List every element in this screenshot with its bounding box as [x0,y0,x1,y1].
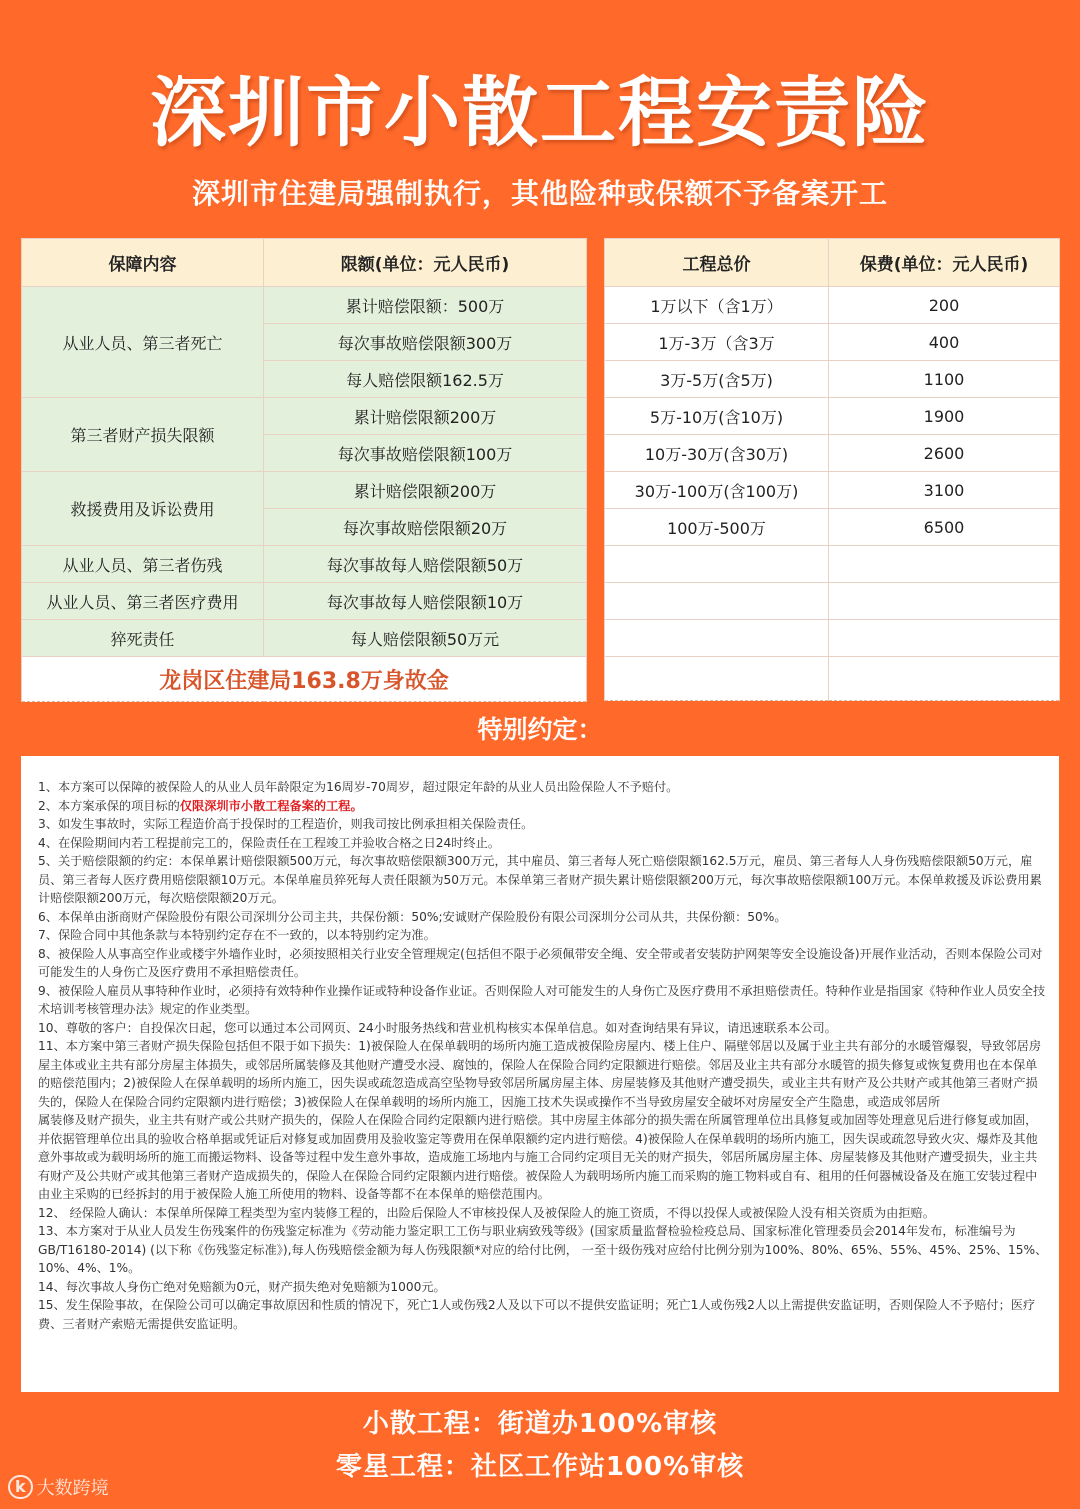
special-terms-box [21,756,1059,1392]
table-row [605,361,1060,398]
project-price-range: 30万-100万(含100万) [605,472,829,509]
term-text: 2、本方案承保的项目标的 [38,798,180,813]
coverage-label: 猝死责任 [22,620,264,657]
coverage-limit: 累计赔偿限额200万 [264,472,587,509]
term-item: 属装修及财产损失，业主共有财产或公共财产损失的，保险人在保险合同约定限额内进行赔偿。其中房屋主体部分的损失需在所属管理单位出具修复或加固等处理意见后进行修复或加固，并依据管理单位出具的验收合格单据或凭证后对修复或加固费用及验收鉴定等费用在保单限额约定内进行赔偿。4)被保险人在保单载明的场所内施工，因失误或疏忽导致火灾、爆炸及其他意外事故或为载明场所的施工而搬运物料、设备等过程中发生意外事故，造成施工场地内与施工合同约定项目无关的财产损失，邻居所属房屋主体、房屋装修及其他财产遭受损失，业主共有财产及公共财产或其他第三者财产造成损失的，保险人在保险合同约定限额内进行赔偿。被保险人为载明场所内施工而采购的施工物料或自有、租用的任何器械设备及在施工安装过程中由业主采购的已经拆封的用于被保险人施工所使用的物料、设备等都不在本保单的赔偿范围内。 [38,1113,1038,1201]
coverage-limit: 每次事故赔偿限额100万 [264,435,587,472]
term-highlight: 仅限深圳市小散工程备案的工程。 [179,798,363,813]
project-price-range: 3万-5万(含5万) [605,361,829,398]
table-header-row [22,239,587,287]
coverage-label: 从业人员、第三者伤残 [22,546,264,583]
table-row [22,620,587,657]
premium-fee: 1100 [829,361,1060,398]
empty-row [605,583,1060,620]
watermark-text: 大数跨境 [36,1478,109,1499]
term-item: 8、被保险人从事高空作业或楼宇外墙作业时，必须按照相关行业安全管理规定(包括但不限于必须佩带安全绳、安全带或者安装防护网架等安全设施设备)开展作业活动，否则本保险公司对可能发生的人身伤亡及医疗费用不承担赔偿责任。 [38,946,1043,979]
column-header: 保费(单位：元人民币) [829,239,1060,287]
project-price-range: 1万-3万（含3万 [605,324,829,361]
term-item: 12、 经保险人确认：本保单所保障工程类型为室内装修工程的，出险后保险人不审核投保人及被保险人的施工资质，不得以投保人或被保险人没有相关资质为由拒赔。 [38,1205,935,1220]
watermark-logo [8,1474,109,1500]
project-price-range: 1万以下（含1万） [605,287,829,324]
coverage-label: 第三者财产损失限额 [22,398,264,472]
coverage-limit: 每次事故赔偿限额20万 [264,509,587,546]
table-row [22,546,587,583]
premium-fee: 200 [829,287,1060,324]
empty-row [605,620,1060,657]
coverage-limit: 累计赔偿限额：500万 [264,287,587,324]
page-title: 深圳市小散工程安责险 [150,68,930,157]
table-row [605,398,1060,435]
column-header: 限额(单位：元人民币) [264,239,587,287]
premium-fee: 1900 [829,398,1060,435]
premium-fee: 400 [829,324,1060,361]
term-item: 计赔偿限额200万元，每次赔偿限额20万元。 [38,891,284,905]
term-item: 9、被保险人雇员从事特种作业时，必须持有效特种作业操作证或特种设备作业证。否则保险人对可能发生的人身伤亡及医疗费用不承担赔偿责任。特种作业是指国家《特种作业人员安全技术培训考核管理办法》规定的作业类型。 [38,983,1046,1016]
premium-fee: 6500 [829,509,1060,546]
term-item: 13、本方案对于从业人员发生伤残案件的伤残鉴定标准为《劳动能力鉴定职工工伤与职业病致残等级》(国家质量监督检验检疫总局、国家标准化管理委员会2014年发布，标准编号为GB/T16180-2014) (以下称《伤残鉴定标准》),每人伤残赔偿金额为每人伤残限额*对应的给付比例， 一至十级伤残对应给付比例分别为100%、80%、65%、55%、45%、25%、15%、10%、4%、1%。 [38,1224,1048,1275]
table-row [22,287,587,324]
table-row [22,398,587,435]
coverage-limit: 每人赔偿限额162.5万 [264,361,587,398]
term-item [38,797,1049,816]
empty-row [605,657,1060,701]
term-item: 5、关于赔偿限额的约定：本保单累计赔偿限额500万元，每次事故赔偿限额300万元，其中雇员、第三者每人死亡赔偿限额162.5万元，雇员、第三者每人人身伤残赔偿限额50万元，雇员、第三者每人医疗费用赔偿限额10万元。本保单雇员猝死每人责任限额为50万元。本保单第三者财产损失累计赔偿限额200万元，每次事故赔偿限额100万元。本保单救援及诉讼费用累 [38,854,1042,887]
term-item: 14、每次事故人身伤亡绝对免赔额为0元，财产损失绝对免赔额为1000元。 [38,1279,446,1294]
column-header: 工程总价 [605,239,829,287]
project-price-range: 5万-10万(含10万) [605,398,829,435]
term-item: 7、保险合同中其他条款与本特别约定存在不一致的，以本特别约定为准。 [38,928,436,942]
table-footer-row [22,657,587,702]
term-item: 1、本方案可以保障的被保险人的从业人员年龄限定为16周岁-70周岁，超过限定年龄的从业人员出险保险人不予赔付。 [38,780,679,794]
column-header: 保障内容 [22,239,264,287]
logo-icon: k [8,1475,33,1499]
table-row [605,324,1060,361]
premium-fee: 2600 [829,435,1060,472]
table-row [22,583,587,620]
table-row [605,472,1060,509]
table-row [605,435,1060,472]
coverage-limit: 累计赔偿限额200万 [264,398,587,435]
table-row [605,287,1060,324]
coverage-limit: 每人赔偿限额50万元 [264,620,587,657]
term-item: 3、如发生事故时，实际工程造价高于投保时的工程造价，则我司按比例承担相关保险责任。 [38,817,534,831]
page-subtitle: 深圳市住建局强制执行，其他险种或保额不予备案开工 [191,177,888,210]
coverage-label: 救援费用及诉讼费用 [22,472,264,546]
coverage-label: 从业人员、第三者死亡 [22,287,264,398]
death-benefit-note: 龙岗区住建局163.8万身故金 [22,657,587,702]
table-row [22,472,587,509]
table-header-row [605,239,1060,287]
coverage-limit: 每次事故赔偿限额300万 [264,324,587,361]
coverage-label: 从业人员、第三者医疗费用 [22,583,264,620]
empty-row [605,546,1060,583]
project-price-range: 100万-500万 [605,509,829,546]
table-row [605,509,1060,546]
premium-table [604,238,1060,701]
term-item: 15、发生保险事故，在保险公司可以确定事故原因和性质的情况下，死亡1人或伤残2人及以下可以不提供安监证明；死亡1人或伤残2人以上需提供安监证明，否则保险人不予赔付；医疗费、三者财产索赔无需提供安监证明。 [38,1298,1036,1331]
coverage-limit: 每次事故每人赔偿限额10万 [264,583,587,620]
project-price-range: 10万-30万(含30万) [605,435,829,472]
review-note-sporadic-projects: 零星工程：社区工作站100%审核 [335,1452,745,1482]
special-terms-title: 特别约定： [477,715,603,744]
term-item: 10、尊敬的客户：自投保次日起，您可以通过本公司网页、24小时服务热线和营业机构核实本保单信息。如对查询结果有异议，请迅速联系本公司。 [38,1020,837,1035]
coverage-limit: 每次事故每人赔偿限额50万 [264,546,587,583]
review-note-small-projects: 小散工程：街道办100%审核 [362,1409,718,1439]
term-item: 6、本保单由浙商财产保险股份有限公司深圳分公司主共，共保份额：50%;安诚财产保险股份有限公司深圳分公司从共，共保份额：50%。 [38,909,787,924]
term-item: 4、在保险期间内若工程提前完工的，保险责任在工程竣工并验收合格之日24时终止。 [38,835,501,850]
term-item: 11、本方案中第三者财产损失保险包括但不限于如下损失：1)被保险人在保单载明的场所内施工造成被保险房屋内、楼上住户、隔壁邻居以及属于业主共有部分的水暖管爆裂，导致邻居房屋主体或业主共有部分房屋主体损失，或邻居所属装修及其他财产遭受水浸、腐蚀的，保险人在保险合同约定限额进行赔偿。邻居及业主共有部分水暖管的损失修复或恢复费用也在本保单的赔偿范围内；2)被保险人在保单载明的场所内施工，因失误或疏忽造成高空坠物导致邻居所属房屋主体、房屋装修及其他财产遭受损失，或业主共有财产及公共财产或其他第三者财产损失的，保险人在保险合同约定限额内进行赔偿；3)被保险人在保单载明的场所内施工，因施工技术失误或操作不当导致房屋安全破坏对房屋安全产生隐患，或造成邻居所 [38,1039,1042,1109]
premium-fee: 3100 [829,472,1060,509]
coverage-table [21,238,587,702]
